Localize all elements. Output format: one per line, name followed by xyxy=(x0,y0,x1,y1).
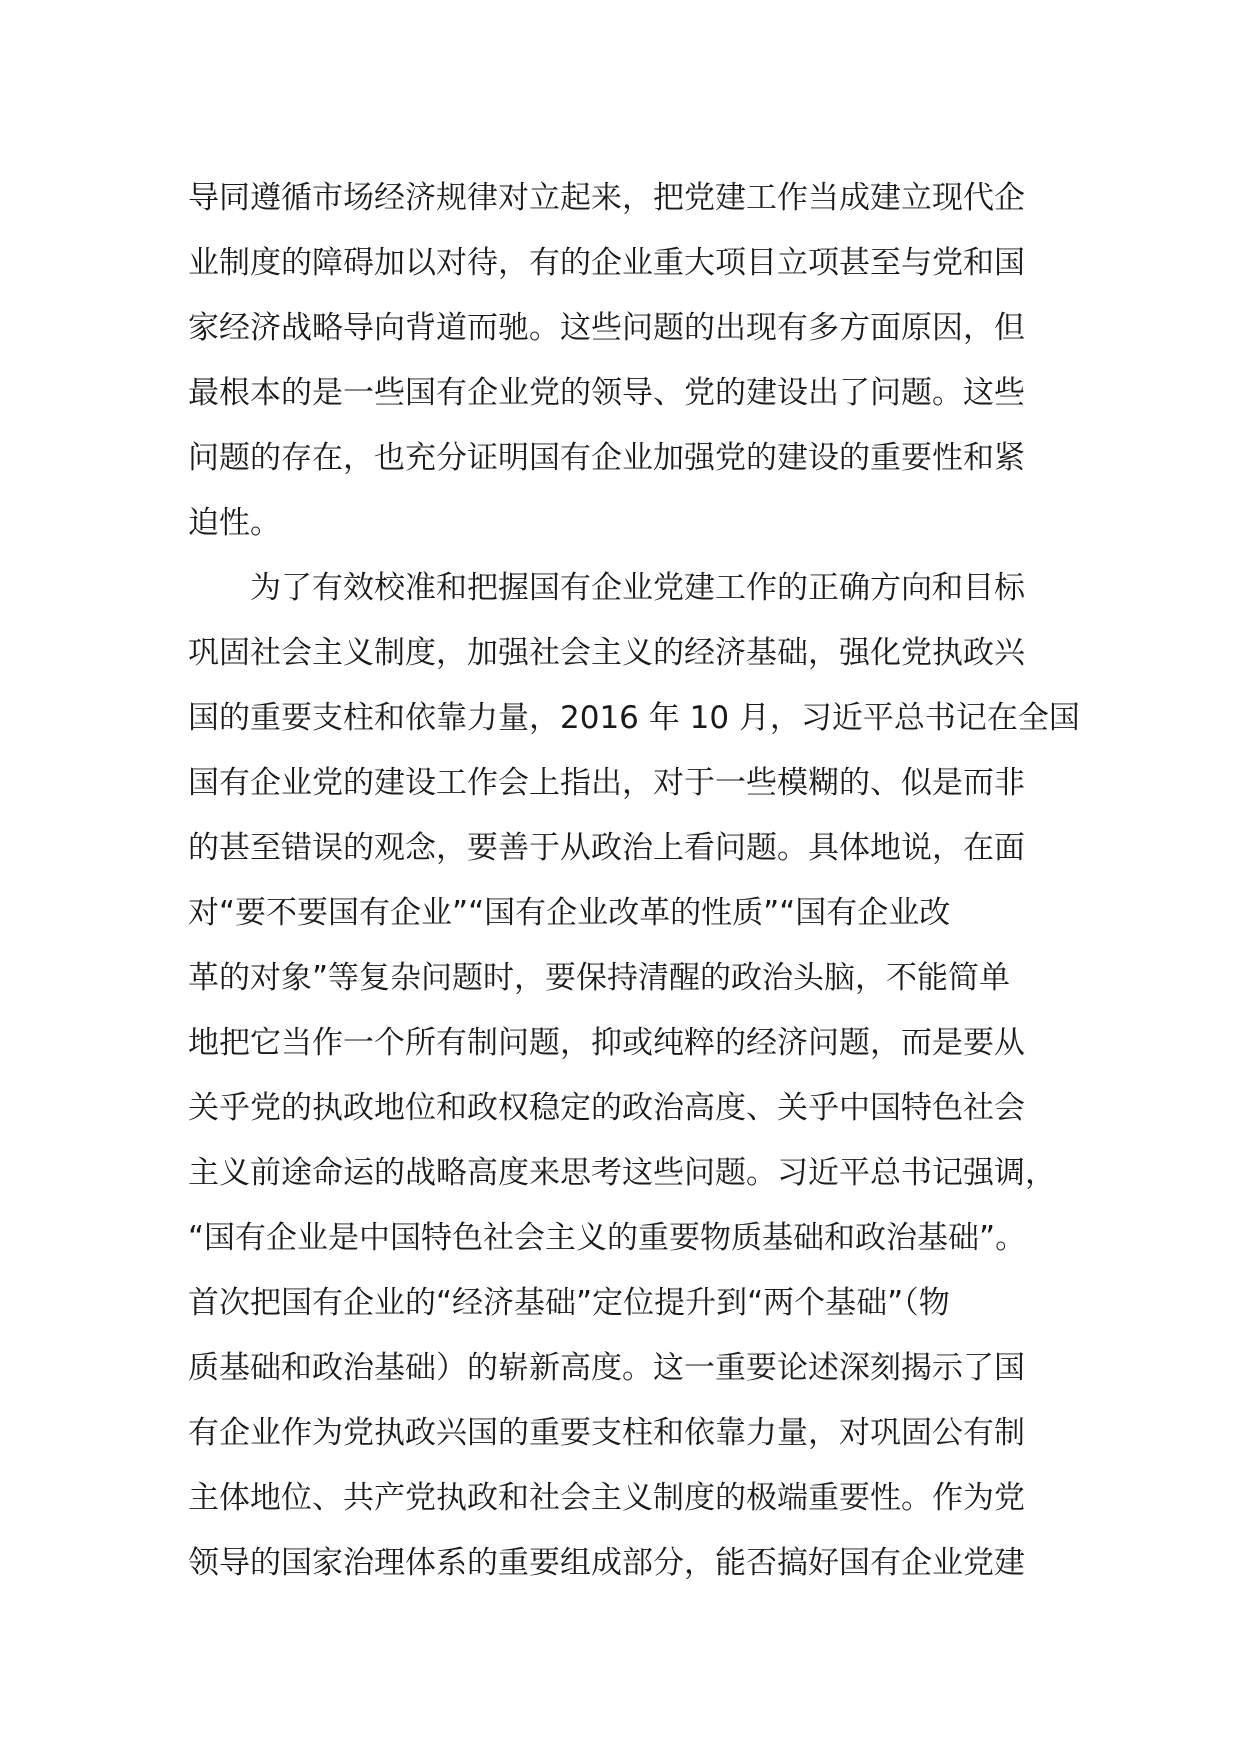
text-line: 的甚至错误的观念，要善于从政治上看问题。具体地说，在面 xyxy=(188,830,1025,866)
text-line: 首次把国有企业的“经济基础”定位提升到“两个基础”（物 xyxy=(188,1285,950,1321)
text-line: 业制度的障碍加以对待，有的企业重大项目立项甚至与党和国 xyxy=(188,245,1025,281)
text-line: 主体地位、共产党执政和社会主义制度的极端重要性。作为党 xyxy=(188,1480,1025,1516)
text-line: 质基础和政治基础）的崭新高度。这一重要论述深刻揭示了国 xyxy=(188,1350,1025,1386)
text-line: 对“要不要国有企业”“国有企业改革的性质”“国有企业改 xyxy=(188,895,951,931)
text-line: 国有企业党的建设工作会上指出，对于一些模糊的、似是而非 xyxy=(188,765,1025,801)
text-line: 国的重要支柱和依靠力量，2016 年 10 月，习近平总书记在全国 xyxy=(188,700,1080,736)
text-line: 关乎党的执政地位和政权稳定的政治高度、关乎中国特色社会 xyxy=(188,1090,1025,1126)
text-line: 领导的国家治理体系的重要组成部分，能否搞好国有企业党建 xyxy=(188,1545,1025,1581)
paragraph-first-line: 为了有效校准和把握国有企业党建工作的正确方向和目标 xyxy=(250,570,1025,606)
text-line: 导同遵循市场经济规律对立起来，把党建工作当成建立现代企 xyxy=(188,180,1025,216)
text-line: 问题的存在，也充分证明国有企业加强党的建设的重要性和紧 xyxy=(188,440,1025,476)
text-line: 革的对象”等复杂问题时，要保持清醒的政治头脑，不能简单 xyxy=(188,960,1011,996)
text-line: 主义前途命运的战略高度来思考这些问题。习近平总书记强调， xyxy=(188,1155,1056,1191)
text-line: 家经济战略导向背道而驰。这些问题的出现有多方面原因，但 xyxy=(188,310,1025,346)
text-line: 最根本的是一些国有企业党的领导、党的建设出了问题。这些 xyxy=(188,375,1025,411)
text-line: 有企业作为党执政兴国的重要支柱和依靠力量，对巩固公有制 xyxy=(188,1415,1025,1451)
text-line: “国有企业是中国特色社会主义的重要物质基础和政治基础”。 xyxy=(188,1220,1027,1256)
text-line: 迫性。 xyxy=(188,505,281,541)
text-line: 地把它当作一个所有制问题，抑或纯粹的经济问题，而是要从 xyxy=(188,1025,1025,1061)
text-line: 巩固社会主义制度，加强社会主义的经济基础，强化党执政兴 xyxy=(188,635,1025,671)
body-text xyxy=(188,166,1080,1596)
